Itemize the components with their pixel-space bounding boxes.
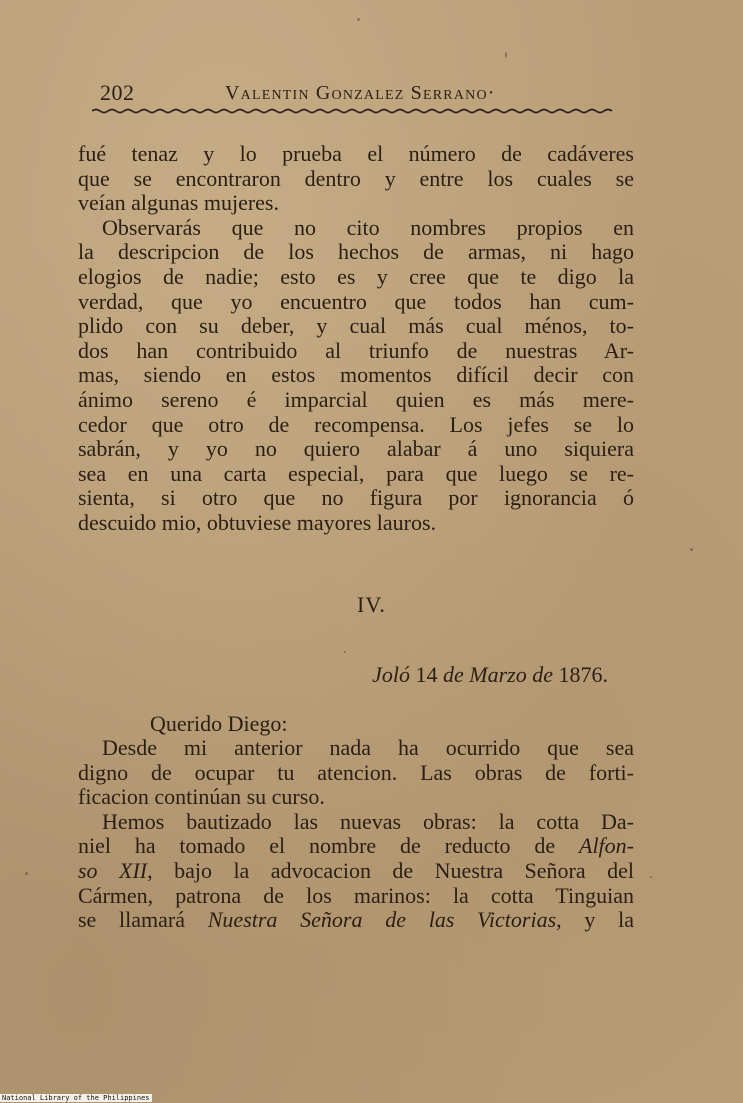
paragraph-block-2 — [78, 736, 634, 933]
dateline-year: 1876. — [558, 662, 608, 687]
dateline-de: de — [532, 662, 553, 687]
ornamental-rule — [92, 108, 617, 114]
section-heading: IV. — [357, 592, 386, 617]
text-line: Hemos bautizado las nuevas obras: la cotta Da- — [102, 808, 634, 834]
text-line: Cármen, patrona de los marinos: la cotta Tinguian — [78, 882, 634, 908]
italic-fragment: Alfon- — [579, 833, 634, 859]
text-fragment: niel ha tomado el nombre de reducto de — [78, 833, 579, 859]
text-line: Observarás que no cito nombres propios en — [102, 214, 634, 240]
text-line — [78, 859, 634, 884]
text-line: elogios de nadie; esto es y cree que te digo la — [78, 263, 634, 289]
text-line: veían algunas mujeres. — [78, 190, 279, 216]
text-line: ánimo sereno é imparcial quien es más mere- — [78, 386, 634, 412]
text-line: dos han contribuido al triunfo de nuestras Ar- — [78, 337, 634, 363]
letter-dateline — [372, 662, 608, 688]
paper-speck — [650, 876, 652, 878]
text-line: descuido mio, obtuviese mayores lauros. — [78, 509, 437, 535]
text-fragment: , bajo la advocacion de Nuestra Señora del — [147, 857, 634, 883]
dateline-de: de — [443, 662, 464, 687]
wavy-rule-graphic — [92, 108, 617, 114]
text-line: cedor que otro de recompensa. Los jefes se lo — [78, 411, 634, 437]
text-line: sea en una carta especial, para que luego se re- — [78, 460, 634, 486]
library-credit: National Library of the Philippines — [2, 1094, 150, 1102]
letter-salutation: Querido Diego: — [150, 711, 288, 736]
dateline-place: Joló — [372, 662, 411, 687]
text-line: digno de ocupar tu atencion. Las obras de forti- — [78, 759, 634, 785]
text-fragment: , y la — [556, 907, 634, 933]
page-number: 202 — [100, 80, 135, 105]
paper-speck — [25, 872, 28, 875]
text-line: sienta, si otro que no figura por ignorancia ó — [78, 485, 634, 511]
text-line — [78, 908, 634, 933]
text-line: fué tenaz y lo prueba el número de cadáveres — [78, 141, 634, 166]
text-line: sabrán, y yo no quiero alabar á uno siquiera — [78, 436, 634, 462]
text-line: Desde mi anterior nada ha ocurrido que sea — [102, 735, 634, 760]
dateline-day: 14 — [415, 662, 438, 687]
paper-speck — [505, 52, 507, 58]
paper-speck — [357, 18, 360, 21]
paper-speck — [690, 548, 693, 551]
text-line: la descripcion de los hechos de armas, ni hago — [78, 239, 634, 265]
paper-speck — [344, 651, 346, 653]
text-line: que se encontraron dentro y entre los cuales se — [78, 165, 634, 191]
text-line: ficacion continúan su curso. — [78, 784, 325, 810]
page-header — [100, 80, 620, 110]
dateline-month: Marzo — [469, 662, 527, 687]
text-fragment: se llamará — [78, 907, 208, 933]
paragraph-block-1 — [78, 142, 634, 536]
italic-fragment: so XII — [78, 857, 148, 883]
italic-fragment: Nuestra Señora de las Victorias — [207, 907, 557, 933]
running-head: Valentin Gonzalez Serrano· — [225, 82, 496, 104]
text-line: verdad, que yo encuentro que todos han cum- — [78, 288, 634, 314]
text-line — [78, 834, 634, 859]
text-line: mas, siendo en estos momentos difícil decir con — [78, 362, 634, 388]
text-line: plido con su deber, y cual más cual ménos, to- — [78, 313, 634, 339]
